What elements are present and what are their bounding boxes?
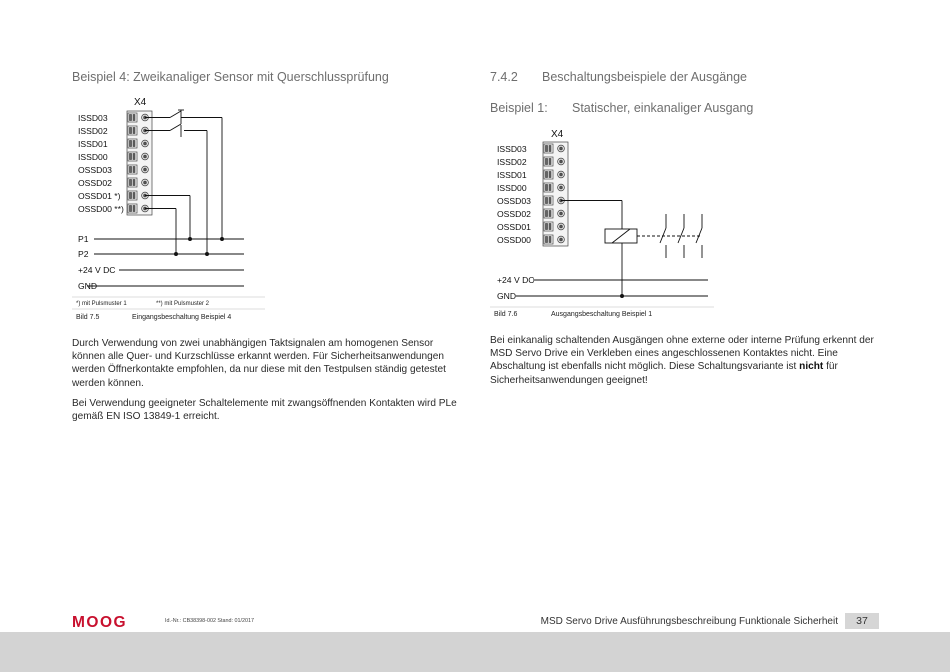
rail-label: P2 bbox=[78, 249, 89, 259]
paragraph: Bei Verwendung geeigneter Schaltelemente mit zwangsöffnenden Kontakten wird PLe gemäß EN ISO 13849-1 erreicht. bbox=[72, 397, 457, 423]
terminal-label: ISSD00 bbox=[497, 183, 527, 193]
terminal-label: ISSD00 bbox=[78, 152, 108, 162]
left-heading: Beispiel 4: Zweikanaliger Sensor mit Querschlussprüfung bbox=[72, 70, 389, 84]
terminal-label: OSSD00 **) bbox=[78, 204, 124, 214]
page-number: 37 bbox=[845, 613, 879, 629]
terminal-label: OSSD03 bbox=[78, 165, 112, 175]
terminal-label: ISSD03 bbox=[78, 113, 108, 123]
terminal-labels bbox=[497, 144, 531, 245]
paragraph-text: für Sicherheitsanwendungen geeignet! bbox=[490, 361, 838, 386]
example-label: Beispiel 1: bbox=[490, 101, 548, 115]
terminal-label: OSSD02 bbox=[497, 209, 531, 219]
terminal-label: OSSD02 bbox=[78, 178, 112, 188]
terminal-label: ISSD01 bbox=[78, 139, 108, 149]
viewer-background bbox=[0, 632, 950, 672]
terminal-label: OSSD00 bbox=[497, 235, 531, 245]
terminal-label: ISSD03 bbox=[497, 144, 527, 154]
terminal-label: ISSD02 bbox=[78, 126, 108, 136]
figure-number: Bild 7.6 bbox=[494, 311, 518, 318]
paragraph bbox=[490, 334, 880, 387]
terminal-label: ISSD01 bbox=[497, 170, 527, 180]
document-id: Id.-Nr.: CB38398-002 Stand: 01/2017 bbox=[165, 618, 255, 624]
rail-label: GND bbox=[497, 291, 517, 301]
right-body-text bbox=[490, 334, 880, 394]
figure-caption: Ausgangsbeschaltung Beispiel 1 bbox=[551, 311, 653, 318]
paragraph: Durch Verwendung von zwei unabhängigen Taktsignalen am homogenen Sensor können alle Quer- und Kurzschlüsse erkannt werden. Für Sicherheitsanwendungen werden Öffnerkontakte empfohlen, da nur diese mit den Testpulsen ständig getestet werden können. bbox=[72, 338, 446, 389]
logo-text: MOOG bbox=[72, 614, 128, 628]
terminal-label: OSSD01 *) bbox=[78, 191, 121, 201]
terminal-label: ISSD02 bbox=[497, 157, 527, 167]
footnote: *) mit Pulsmuster 1 bbox=[76, 301, 127, 307]
document-title: MSD Servo Drive Ausführungsbeschreibung Funktionale Sicherheit bbox=[540, 616, 838, 627]
rail-label: GND bbox=[78, 281, 98, 291]
example-title: Statischer, einkanaliger Ausgang bbox=[572, 101, 754, 115]
section-title: Beschaltungsbeispiele der Ausgänge bbox=[542, 70, 748, 84]
paragraph-text: Bei einkanalig schaltenden Ausgängen ohne externe oder interne Prüfung erkennt der MSD Servo Drive ein Verkleben eines angeschlossenen Kontaktes nicht. Eine Abschaltung ist ebenfalls nicht möglich. Diese Schaltungsvariante ist bbox=[490, 335, 874, 373]
connector-label: X4 bbox=[134, 97, 147, 108]
footnote: **) mit Pulsmuster 2 bbox=[156, 301, 210, 307]
junction-dot bbox=[620, 294, 624, 298]
moog-logo bbox=[72, 614, 154, 628]
terminal-label: OSSD01 bbox=[497, 222, 531, 232]
section-number: 7.4.2 bbox=[490, 70, 518, 84]
figure-number: Bild 7.5 bbox=[76, 314, 100, 321]
rail-label: +24 V DC bbox=[497, 275, 535, 285]
rail-label: P1 bbox=[78, 234, 89, 244]
rail-label: +24 V DC bbox=[78, 265, 116, 275]
connector-label: X4 bbox=[551, 129, 564, 140]
figure-caption: Eingangsbeschaltung Beispiel 4 bbox=[132, 314, 232, 321]
terminal-label: OSSD03 bbox=[497, 196, 531, 206]
terminal-block bbox=[543, 142, 568, 246]
emphasis-text: nicht bbox=[799, 361, 824, 373]
